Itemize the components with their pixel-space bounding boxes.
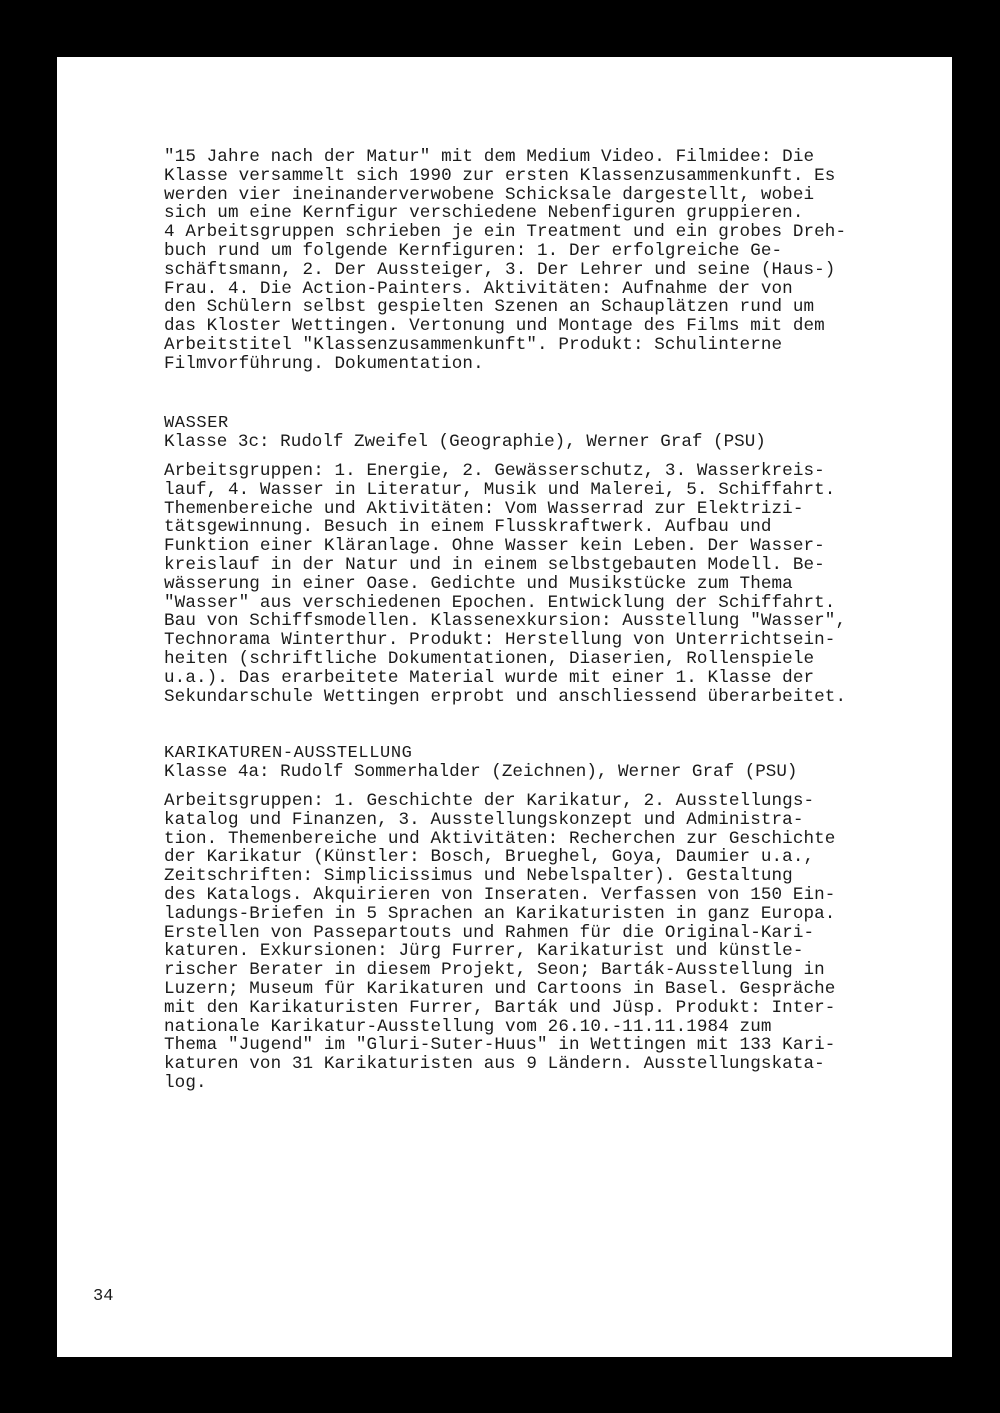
body-line: Erstellen von Passepartouts und Rahmen für die Original-Kari-: [164, 922, 815, 943]
body-line: u.a.). Das erarbeitete Material wurde mit einer 1. Klasse der: [164, 667, 815, 688]
body-line: Technorama Winterthur. Produkt: Herstellung von Unterrichtsein-: [164, 630, 836, 651]
body-line: Bau von Schiffsmodellen. Klassenexkursion: Ausstellung "Wasser",: [164, 611, 847, 632]
body-line: ladungs-Briefen in 5 Sprachen an Karikaturisten in ganz Europa.: [164, 903, 836, 924]
body-line: tion. Themenbereiche und Aktivitäten: Recherchen zur Geschichte: [164, 828, 836, 849]
body-line: log.: [164, 1072, 207, 1093]
body-line: Funktion einer Kläranlage. Ohne Wasser kein Leben. Der Wasser-: [164, 536, 825, 557]
page-number: 34: [93, 1287, 114, 1306]
body-line: nationale Karikatur-Ausstellung vom 26.10.-11.11.1984 zum: [164, 1016, 772, 1037]
body-line: Klasse versammelt sich 1990 zur ersten Klassenzusammenkunft. Es: [164, 165, 836, 186]
body-line: rischer Berater in diesem Projekt, Seon; Barták-Ausstellung in: [164, 960, 825, 981]
body-line: Arbeitstitel "Klassenzusammenkunft". Produkt: Schulinterne: [164, 334, 783, 355]
wasser-section: [164, 414, 909, 706]
body-line: sich um eine Kernfigur verschiedene Nebenfiguren gruppieren.: [164, 203, 804, 224]
body-line: Thema "Jugend" im "Gluri-Suter-Huus" in Wettingen mit 133 Kari-: [164, 1035, 836, 1056]
karikaturen-section: [164, 744, 909, 1093]
body-line: heiten (schriftliche Dokumentationen, Diaserien, Rollenspiele: [164, 648, 815, 669]
document-page: [57, 57, 952, 1357]
section-title: WASSER: [164, 414, 229, 433]
body-line: den Schülern selbst gespielten Szenen an Schauplätzen rund um: [164, 297, 815, 318]
body-line: Zeitschriften: Simplicissimus und Nebelspalter). Gestaltung: [164, 866, 793, 887]
body-line: mit den Karikaturisten Furrer, Barták und Jüsp. Produkt: Inter-: [164, 997, 836, 1018]
body-line: Themenbereiche und Aktivitäten: Vom Wasserrad zur Elektrizi-: [164, 498, 804, 519]
body-line: werden vier ineinanderverwobene Schicksale dargestellt, wobei: [164, 184, 815, 205]
body-line: Filmvorführung. Dokumentation.: [164, 353, 484, 374]
body-line: das Kloster Wettingen. Vertonung und Montage des Films mit dem: [164, 316, 825, 337]
body-line: Luzern; Museum für Karikaturen und Cartoons in Basel. Gespräche: [164, 978, 836, 999]
section-subtitle: Klasse 3c: Rudolf Zweifel (Geographie), Werner Graf (PSU): [164, 432, 766, 452]
body-line: wässerung in einer Oase. Gedichte und Musikstücke zum Thema: [164, 573, 793, 594]
body-line: Arbeitsgruppen: 1. Energie, 2. Gewässerschutz, 3. Wasserkreis-: [164, 461, 825, 481]
section-subtitle: Klasse 4a: Rudolf Sommerhalder (Zeichnen), Werner Graf (PSU): [164, 762, 798, 782]
body-line: der Karikatur (Künstler: Bosch, Brueghel, Goya, Daumier u.a.,: [164, 847, 815, 868]
body-line: Sekundarschule Wettingen erprobt und anschliessend überarbeitet.: [164, 686, 847, 707]
body-line: katalog und Finanzen, 3. Ausstellungskonzept und Administra-: [164, 809, 804, 830]
body-line: 4 Arbeitsgruppen schrieben je ein Treatment und ein grobes Dreh-: [164, 222, 847, 243]
section-title: KARIKATUREN-AUSSTELLUNG: [164, 744, 413, 763]
body-line: "15 Jahre nach der Matur" mit dem Medium Video. Filmidee: Die: [164, 147, 815, 167]
body-line: "Wasser" aus verschiedenen Epochen. Entwicklung der Schiffahrt.: [164, 592, 836, 613]
body-line: kreislauf in der Natur und in einem selbstgebauten Modell. Be-: [164, 554, 825, 575]
body-line: Frau. 4. Die Action-Painters. Aktivitäten: Aufnahme der von: [164, 278, 793, 299]
body-line: katuren von 31 Karikaturisten aus 9 Ländern. Ausstellungskata-: [164, 1054, 825, 1075]
body-line: katuren. Exkursionen: Jürg Furrer, Karikaturist und künstle-: [164, 941, 804, 962]
body-line: schäftsmann, 2. Der Aussteiger, 3. Der Lehrer und seine (Haus-): [164, 259, 836, 280]
body-line: Arbeitsgruppen: 1. Geschichte der Karikatur, 2. Ausstellungs-: [164, 791, 815, 811]
body-line: tätsgewinnung. Besuch in einem Flusskraftwerk. Aufbau und: [164, 517, 772, 538]
body-line: lauf, 4. Wasser in Literatur, Musik und Malerei, 5. Schiffahrt.: [164, 479, 836, 500]
body-line: buch rund um folgende Kernfiguren: 1. Der erfolgreiche Ge-: [164, 240, 783, 261]
intro-section: [164, 148, 909, 374]
body-line: des Katalogs. Akquirieren von Inseraten. Verfassen von 150 Ein-: [164, 884, 836, 905]
